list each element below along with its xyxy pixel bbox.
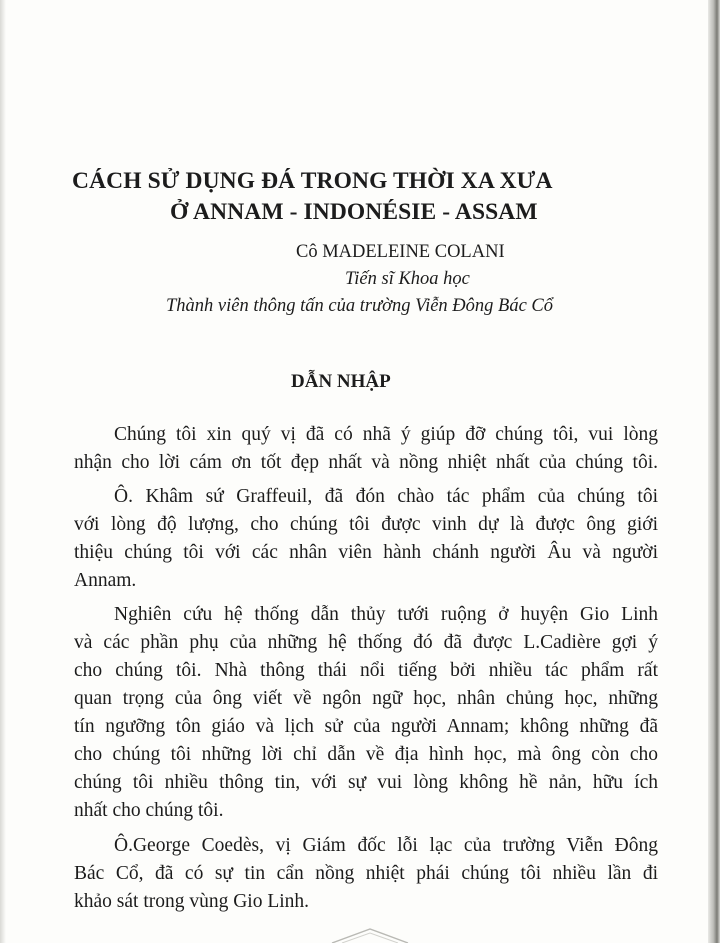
paragraph-2-line-3: thiệu chúng tôi với các nhân viên hành chánh người Âu và người <box>74 542 658 563</box>
author-name: Cô MADELEINE COLANI <box>296 242 505 262</box>
paragraph-3-line-1: Nghiên cứu hệ thống dẫn thủy tưới ruộng ở huyện Gio Linh <box>114 604 658 625</box>
paragraph-1-line-1: Chúng tôi xin quý vị đã có nhã ý giúp đỡ chúng tôi, vui lòng <box>114 424 658 445</box>
title-line-2: Ở ANNAM - INDONÉSIE - ASSAM <box>170 199 538 225</box>
paragraph-3-line-7: chúng tôi nhiều thông tin, với sự vui lòng không hề nản, hữu ích <box>74 772 658 793</box>
section-heading: DẪN NHẬP <box>291 371 391 392</box>
paragraph-2-line-2: với lòng độ lượng, cho chúng tôi được vinh dự là được ông giới <box>74 514 658 535</box>
paragraph-4-line-3: khảo sát trong vùng Gio Linh. <box>74 891 310 912</box>
paragraph-4-line-1: Ô.George Coedès, vị Giám đốc lỗi lạc của trường Viễn Đông <box>114 835 658 856</box>
page-ornament-icon <box>330 925 410 943</box>
paragraph-2-line-1: Ô. Khâm sứ Graffeuil, đã đón chào tác phẩm của chúng tôi <box>114 486 658 507</box>
paragraph-3-line-6: cho chúng tôi những lời chỉ dẫn về địa hình học, mà ông còn cho <box>74 744 658 765</box>
page-edge <box>708 0 720 943</box>
paragraph-3-line-2: và các phần phụ của những hệ thống đó đã được L.Cadière gợi ý <box>74 632 658 653</box>
title-line-1: CÁCH SỬ DỤNG ĐÁ TRONG THỜI XA XƯA <box>72 168 553 194</box>
paragraph-3-line-8: nhất cho chúng tôi. <box>74 800 224 821</box>
paragraph-4-line-2: Bác Cổ, đã có sự tin cẩn nồng nhiệt phái chúng tôi nhiều lần đi <box>74 863 658 884</box>
paragraph-2-line-4: Annam. <box>74 570 137 591</box>
page-shadow <box>0 0 6 943</box>
paragraph-3-line-5: tín ngưỡng tôn giáo và lịch sử của người Annam; không những đã <box>74 716 658 737</box>
author-degree: Tiến sĩ Khoa học <box>345 269 470 289</box>
author-affiliation: Thành viên thông tấn của trường Viễn Đông Bác Cổ <box>166 296 554 316</box>
paragraph-3-line-4: quan trọng của ông viết về ngôn ngữ học, nhân chủng học, những <box>74 688 658 709</box>
paragraph-3-line-3: cho chúng tôi. Nhà thông thái nổi tiếng bởi nhiều tác phẩm rất <box>74 660 658 681</box>
paragraph-1-line-2: nhận cho lời cám ơn tốt đẹp nhất và nồng nhiệt nhất của chúng tôi. <box>74 452 658 473</box>
